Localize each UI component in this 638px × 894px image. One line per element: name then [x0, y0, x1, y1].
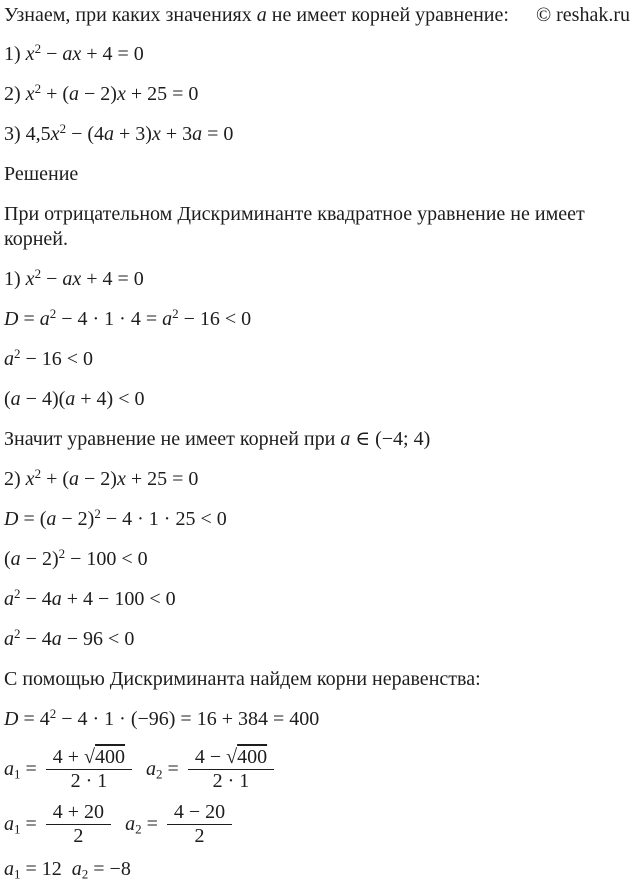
solution-line-case2-discriminant: $D = (a - 2)^2 - 4 \cdot 1 \cdot 25 < 0$ — [4, 505, 227, 530]
solution-line-task-eq-3: 3) $4,5x^2 - (4a + 3)x + 3a = 0$ — [4, 120, 234, 145]
math-segment: $a_1$ = — [4, 758, 42, 782]
solution-line-solution-heading: Решение — [4, 163, 79, 185]
page-title: Узнаем, при каких значениях a не имеет корней уравнение: — [4, 4, 509, 26]
solution-line-case2-inequality-3: $a^2 - 4a - 96 < 0$ — [4, 625, 135, 650]
solution-line-case2-inequality-2: $a^2 - 4a + 4 - 100 < 0$ — [4, 585, 176, 610]
document-header — [4, 3, 632, 28]
solution-line-case2-roots-values: $a_1 = 12$ $a_2 = -8$ — [4, 858, 131, 882]
math-segment: $a_1$ = — [4, 813, 42, 837]
solution-line-case2-discriminant-2: $D = 4^2 - 4 \cdot 1 \cdot (-96) = 16 + 384 = 400$ — [4, 705, 320, 730]
fraction: $\frac{4 + 20}{2}$ — [46, 802, 111, 847]
solution-line-case1-equation: 1) $x^2$ − ax + 4 = 0 — [4, 265, 144, 290]
solution-line-case1-inequality-2: (a − 4)(a + 4) < 0 — [4, 388, 145, 410]
fraction: $\frac{4 - √400}{2 \cdot 1}$ — [188, 747, 274, 792]
solution-line-task-eq-2: 2) $x^2 + (a - 2)x + 25 = 0$ — [4, 80, 199, 105]
copyright-notice: © reshak.ru — [535, 4, 630, 26]
solution-line-case2-roots-note: С помощью Дискриминанта найдем корни неравенства: — [4, 668, 481, 690]
fraction: $\frac{4 - 20}{2}$ — [167, 802, 232, 847]
solution-line-case2-equation: 2) $x^2 + (a - 2)x + 25 = 0$ — [4, 465, 199, 490]
solution-line-case1-discriminant: $D = a^2 - 4 \cdot 1 \cdot 4 = a^2 - 16 < 0$ — [4, 305, 252, 330]
solution-lines — [4, 42, 632, 894]
solution-line-discriminant-note: При отрицательном Дискриминанте квадратное уравнение не имеет корней. — [4, 203, 590, 250]
solution-line-case2-roots-step-2 — [4, 802, 632, 847]
solution-line-case2-roots-step-1 — [4, 747, 632, 792]
math-segment: $a_2$ = — [146, 758, 184, 782]
solution-line-case1-answer: Значит уравнение не имеет корней при a ∈ (−4; 4) — [4, 428, 431, 450]
math-segment: $a_2$ = — [125, 813, 163, 837]
fraction: $\frac{4 + √400}{2 \cdot 1}$ — [46, 747, 132, 792]
solution-line-task-eq-1: 1) $x^2$ − ax + 4 = 0 — [4, 40, 144, 65]
solution-line-case2-inequality-1: $(a - 2)^2 - 100 < 0$ — [4, 545, 148, 570]
solution-line-case1-inequality-1: $a^2 - 16 < 0$ — [4, 345, 94, 370]
